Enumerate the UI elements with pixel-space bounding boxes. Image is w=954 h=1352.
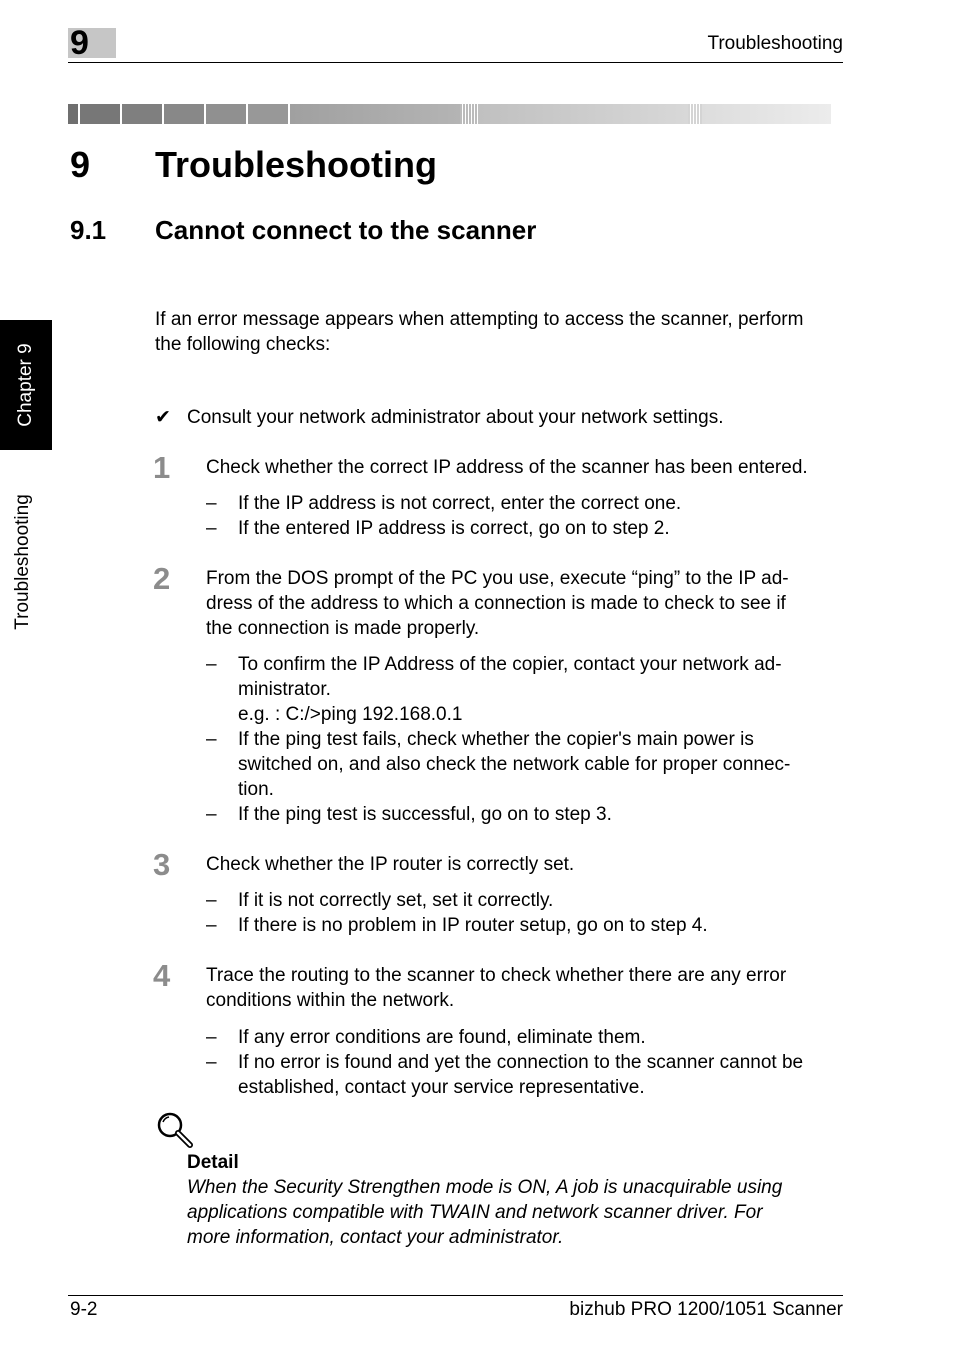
sub-line: If the ping test fails, check whether the copier's main power is <box>238 729 754 750</box>
magnifier-icon <box>155 1110 195 1150</box>
sub-bullet-dash: – <box>206 890 217 911</box>
footer-product-name: bizhub PRO 1200/1051 Scanner <box>569 1299 843 1320</box>
step-line: Check whether the IP router is correctly set. <box>206 854 575 875</box>
step-number: 3 <box>153 847 171 882</box>
sub-item <box>238 802 845 827</box>
step-line: conditions within the network. <box>206 990 455 1011</box>
detail-line: applications compatible with TWAIN and network scanner driver. For <box>187 1202 763 1223</box>
detail-body <box>187 1175 847 1250</box>
step-text <box>206 566 846 641</box>
step-line: Check whether the correct IP address of the scanner has been entered. <box>206 457 808 478</box>
sub-item <box>238 652 845 727</box>
footer-rule <box>68 1295 843 1296</box>
sub-line: If it is not correctly set, set it correctly. <box>238 890 554 911</box>
detail-line: more information, contact your administrator. <box>187 1227 564 1248</box>
sub-line: ministrator. <box>238 679 331 700</box>
footer-page-number: 9-2 <box>70 1299 98 1320</box>
sub-item <box>238 1050 845 1100</box>
step-line: dress of the address to which a connection is made to check to see if <box>206 593 786 614</box>
step-number: 4 <box>153 958 171 993</box>
sub-line: tion. <box>238 779 274 800</box>
sub-line: switched on, and also check the network cable for proper connec- <box>238 754 791 775</box>
side-chapter-label: Chapter 9 <box>15 343 36 427</box>
step-text <box>206 963 846 1013</box>
step-line: Trace the routing to the scanner to check whether there are any error <box>206 965 787 986</box>
step-line: the connection is made properly. <box>206 618 480 639</box>
decorative-band <box>68 104 843 124</box>
intro-line: the following checks: <box>155 334 331 355</box>
sub-item <box>238 888 845 913</box>
sub-bullet-dash: – <box>206 654 217 675</box>
side-section-label: Troubleshooting <box>12 494 33 630</box>
sub-item <box>238 913 845 938</box>
sub-line: If the entered IP address is correct, go on to step 2. <box>238 518 670 539</box>
chapter-heading-title: Troubleshooting <box>155 144 437 185</box>
sub-line: established, contact your service representative. <box>238 1077 645 1098</box>
check-item-text: Consult your network administrator about your network settings. <box>187 407 724 428</box>
step-text <box>206 455 846 480</box>
sub-item <box>238 727 845 802</box>
step-text <box>206 852 846 877</box>
sub-line: If the IP address is not correct, enter the correct one. <box>238 493 682 514</box>
intro-line: If an error message appears when attempting to access the scanner, perform <box>155 309 804 330</box>
section-heading-number: 9.1 <box>70 215 107 245</box>
sub-line: If no error is found and yet the connection to the scanner cannot be <box>238 1052 804 1073</box>
step-number: 1 <box>153 450 171 485</box>
step-number: 2 <box>153 561 171 596</box>
sub-item <box>238 491 845 516</box>
checkmark-icon: ✔ <box>155 407 171 428</box>
step-line: From the DOS prompt of the PC you use, execute “ping” to the IP ad- <box>206 568 789 589</box>
header-title: Troubleshooting <box>707 33 843 54</box>
sub-item <box>238 516 845 541</box>
section-heading-title: Cannot connect to the scanner <box>155 215 537 245</box>
sub-bullet-dash: – <box>206 915 217 936</box>
sub-line: If the ping test is successful, go on to step 3. <box>238 804 612 825</box>
sub-item <box>238 1025 845 1050</box>
sub-bullet-dash: – <box>206 1052 217 1073</box>
sub-line: To confirm the IP Address of the copier, contact your network ad- <box>238 654 782 675</box>
sub-bullet-dash: – <box>206 493 217 514</box>
sub-line: If any error conditions are found, eliminate them. <box>238 1027 646 1048</box>
sub-bullet-dash: – <box>206 729 217 750</box>
sub-line: If there is no problem in IP router setup, go on to step 4. <box>238 915 708 936</box>
detail-heading: Detail <box>187 1152 239 1173</box>
header-chapter-number: 9 <box>70 24 89 62</box>
sub-line: e.g. : C:/>ping 192.168.0.1 <box>238 704 463 725</box>
intro-paragraph <box>155 307 845 357</box>
sub-bullet-dash: – <box>206 518 217 539</box>
chapter-heading-number: 9 <box>70 144 91 185</box>
header-rule <box>68 62 843 63</box>
sub-bullet-dash: – <box>206 1027 217 1048</box>
sub-bullet-dash: – <box>206 804 217 825</box>
detail-line: When the Security Strengthen mode is ON, A job is unacquirable using <box>187 1177 783 1198</box>
